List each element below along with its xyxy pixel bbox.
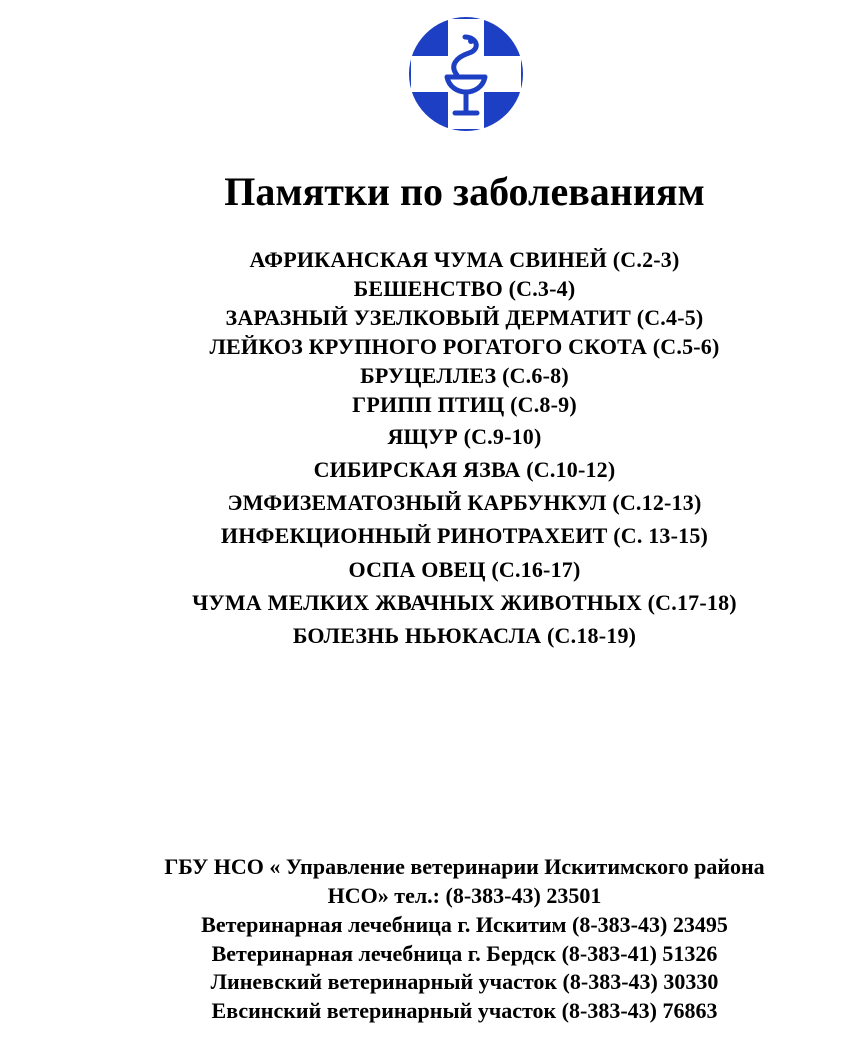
list-item: ЗАРАЗНЫЙ УЗЕЛКОВЫЙ ДЕРМАТИТ (С.4-5): [225, 305, 704, 330]
footer-line: НСО» тел.: (8-383-43) 23501: [327, 883, 602, 908]
footer-line: Ветеринарная лечебница г. Искитим (8-383-43) 23495: [201, 912, 728, 937]
list-item: ЭМФИЗЕМАТОЗНЫЙ КАРБУНКУЛ (С.12-13): [227, 490, 702, 515]
list-item: БРУЦЕЛЛЕЗ (С.6-8): [360, 363, 569, 388]
page-title: Памятки по заболеваниям: [224, 169, 705, 214]
snake-head: [468, 38, 474, 44]
list-item: ЛЕЙКОЗ КРУПНОГО РОГАТОГО СКОТА (С.5-6): [209, 334, 720, 359]
list-item: СИБИРСКАЯ ЯЗВА (С.10-12): [313, 457, 616, 482]
list-item: ЧУМА МЕЛКИХ ЖВАЧНЫХ ЖИВОТНЫХ (С.17-18): [192, 590, 737, 615]
list-item: ЯЩУР (С.9-10): [387, 424, 542, 449]
footer-line: Ветеринарная лечебница г. Бердск (8-383-41) 51326: [211, 941, 718, 966]
list-item: БОЛЕЗНЬ НЬЮКАСЛА (С.18-19): [292, 623, 637, 648]
footer-line: Линевский ветеринарный участок (8-383-43) 30330: [210, 969, 719, 994]
footer-line: Евсинский ветеринарный участок (8-383-43) 76863: [211, 998, 718, 1023]
logo-cross-horizontal: [411, 56, 521, 92]
list-item: ОСПА ОВЕЦ (С.16-17): [348, 557, 581, 582]
list-item: АФРИКАНСКАЯ ЧУМА СВИНЕЙ (С.2-3): [249, 247, 680, 272]
footer-line: ГБУ НСО « Управление ветеринарии Искитимского района: [164, 854, 765, 879]
list-item: ГРИПП ПТИЦ (С.8-9): [352, 392, 577, 417]
logo-svg: [407, 15, 525, 133]
pharmacy-cross-emblem-icon: [407, 15, 525, 133]
list-item: ИНФЕКЦИОННЫЙ РИНОТРАХЕИТ (С. 13-15): [220, 523, 709, 548]
list-item: БЕШЕНСТВО (С.3-4): [353, 276, 576, 301]
